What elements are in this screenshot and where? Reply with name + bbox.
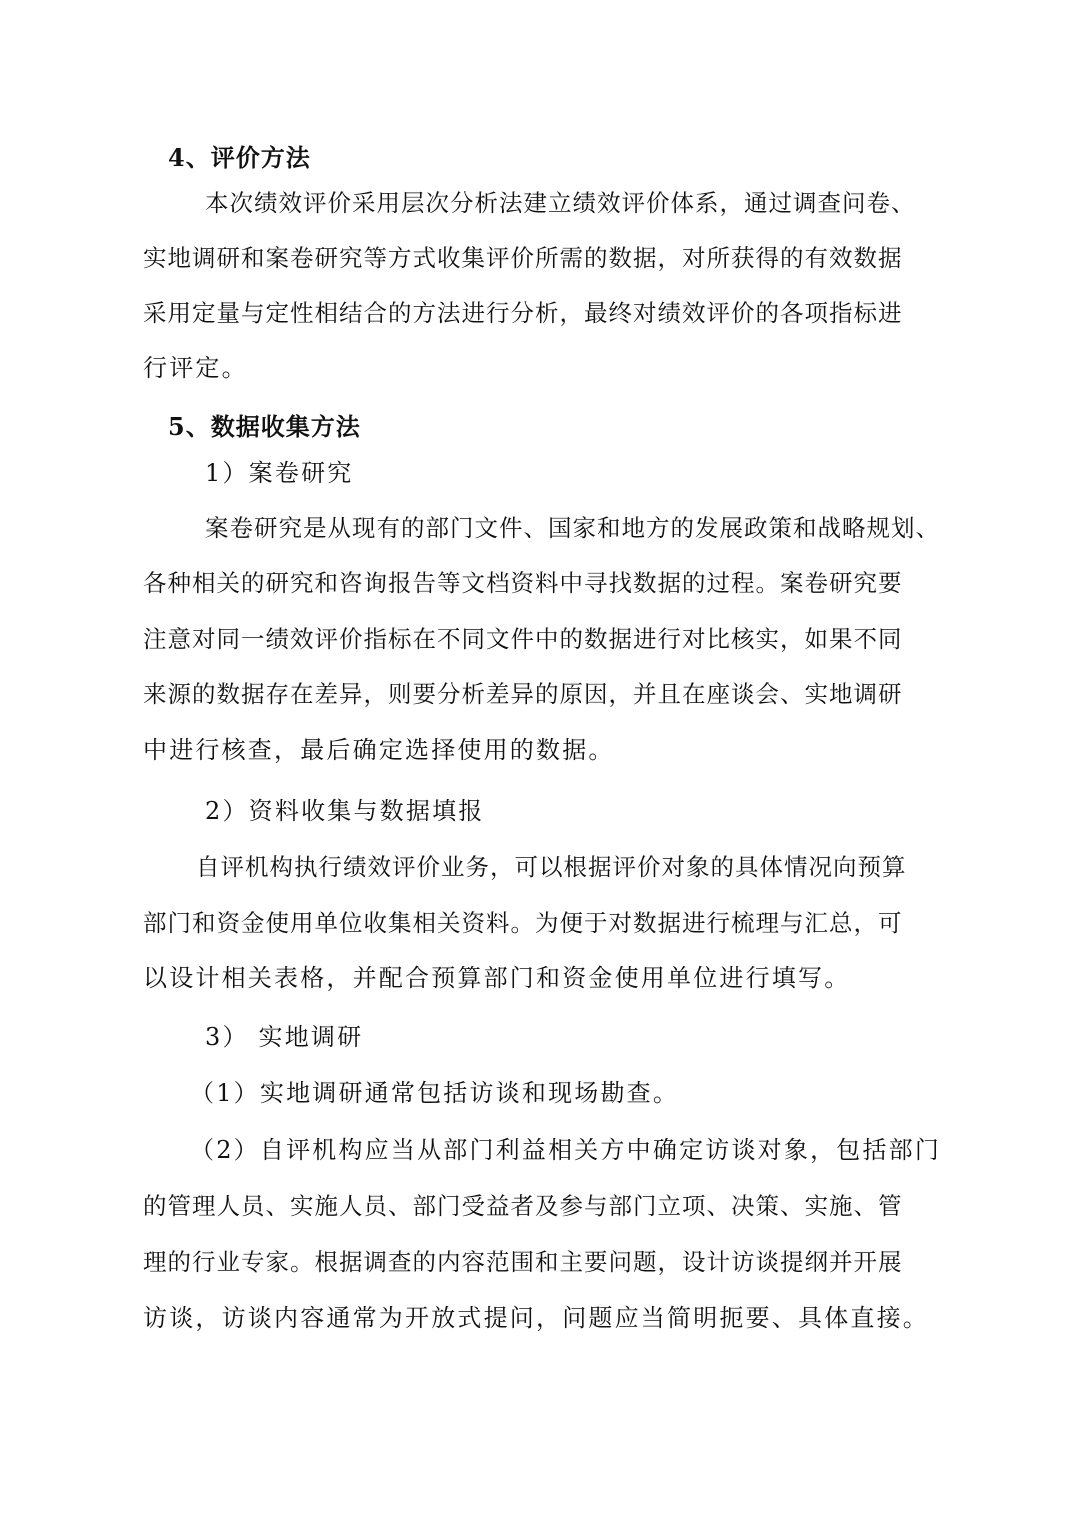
paragraph-line: 行评定。 [143,354,248,382]
paragraph-line: 中进行核查，最后确定选择使用的数据。 [143,736,615,764]
subsection-title: 3） 实地调研 [205,1023,364,1051]
paragraph-line: 理的行业专家。根据调查的内容范围和主要问题，设计访谈提纲并开展 [143,1248,903,1276]
subsection-title: 1）案卷研究 [205,459,354,487]
list-item: （1）实地调研通常包括访谈和现场勘查。 [190,1079,680,1107]
paragraph-line: 部门和资金使用单位收集相关资料。为便于对数据进行梳理与汇总，可 [143,909,903,937]
section-4-heading: 4、评价方法 [168,143,311,172]
paragraph-line: 自评机构执行绩效评价业务，可以根据评价对象的具体情况向预算 [196,853,907,881]
paragraph-line: 案卷研究是从现有的部门文件、国家和地方的发展政策和战略规划、 [205,514,940,542]
paragraph-line: （2）自评机构应当从部门利益相关方中确定访谈对象，包括部门 [190,1136,942,1164]
paragraph-line: 本次绩效评价采用层次分析法建立绩效评价体系，通过调查问卷、 [205,189,916,217]
paragraph-line: 采用定量与定性相结合的方法进行分析，最终对绩效评价的各项指标进 [143,299,903,327]
paragraph-line: 实地调研和案卷研究等方式收集评价所需的数据，对所获得的有效数据 [143,244,903,272]
paragraph-line: 注意对同一绩效评价指标在不同文件中的数据进行对比核实，如果不同 [143,625,903,653]
paragraph-line: 以设计相关表格，并配合预算部门和资金使用单位进行填写。 [143,964,851,992]
subsection-title: 2）资料收集与数据填报 [205,797,485,825]
paragraph-line: 各种相关的研究和咨询报告等文档资料中寻找数据的过程。案卷研究要 [143,569,903,597]
paragraph-line: 的管理人员、实施人员、部门受益者及参与部门立项、决策、实施、管 [143,1192,903,1220]
section-5-heading: 5、数据收集方法 [168,412,361,441]
paragraph-line: 来源的数据存在差异，则要分析差异的原因，并且在座谈会、实地调研 [143,680,903,708]
paragraph-line: 访谈，访谈内容通常为开放式提问，问题应当简明扼要、具体直接。 [143,1304,929,1332]
